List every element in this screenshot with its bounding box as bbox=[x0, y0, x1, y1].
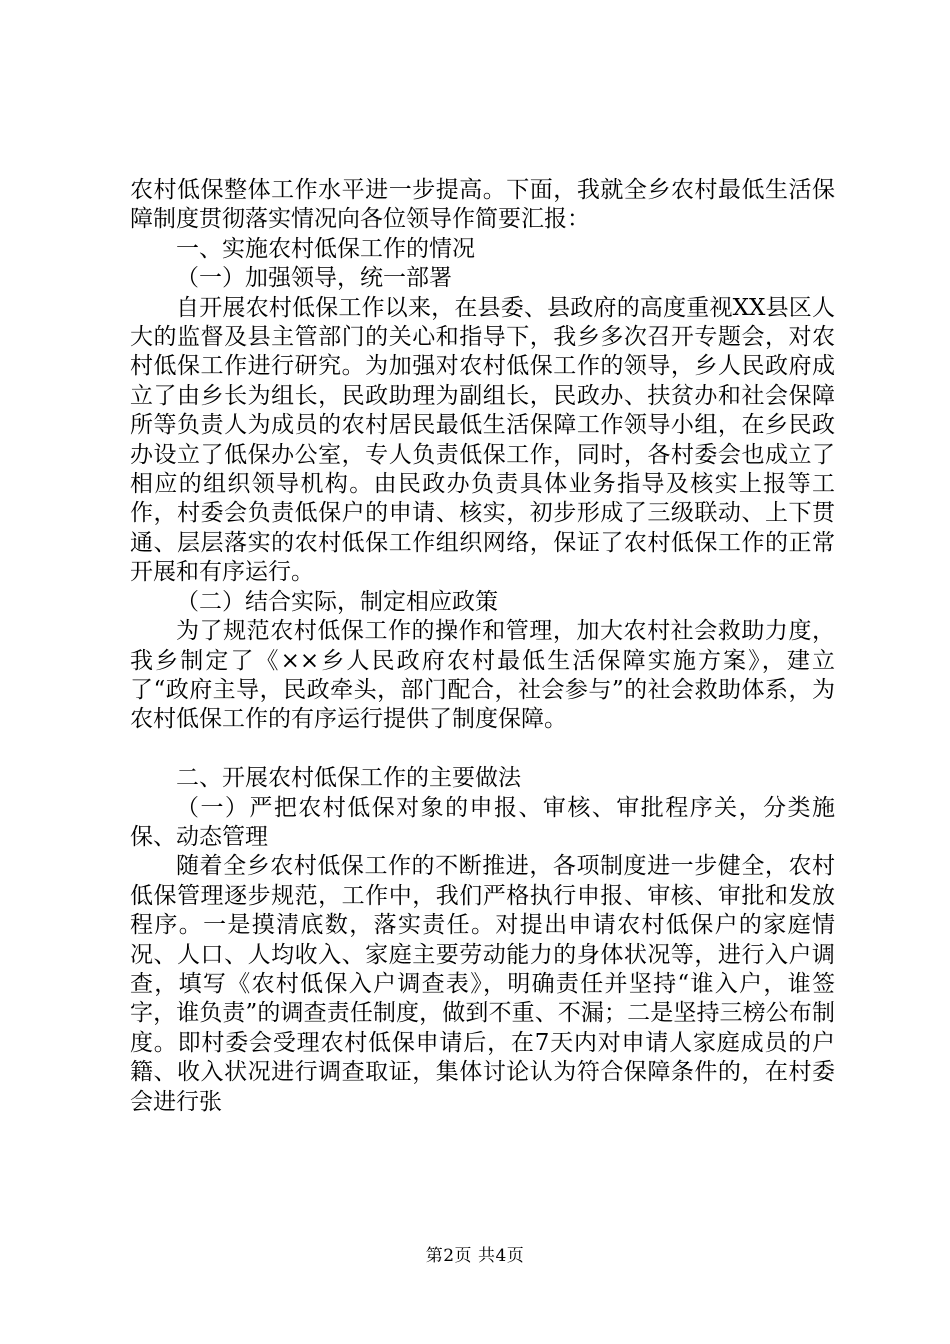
section-heading-1: 一、实施农村低保工作的情况 bbox=[176, 235, 475, 262]
document-body bbox=[130, 176, 835, 1117]
page-number-footer: 第2页 共4页 bbox=[425, 1246, 525, 1266]
paragraph-intro-continuation: 农村低保整体工作水平进一步提高。下面，我就全乡农村最低生活保障制度贯彻落实情况向各位领导作简要汇报： bbox=[130, 177, 835, 233]
paragraph-leadership: 自开展农村低保工作以来，在县委、县政府的高度重视XX县区人大的监督及县主管部门的关心和指导下，我乡多次召开专题会，对农村低保工作进行研究。为加强对农村低保工作的领导，乡人民政府成立了由乡长为组长，民政助理为副组长，民政办、扶贫办和社会保障所等负责人为成员的农村居民最低生活保障工作领导小组，在乡民政办设立了低保办公室，专人负责低保工作，同时，各村委会也成立了相应的组织领导机构。由民政办负责具体业务指导及核实上报等工作，村委会负责低保户的申请、核实，初步形成了三级联动、上下贯通、层层落实的农村低保工作组织网络，保证了农村低保工作的正常开展和有序运行。 bbox=[130, 294, 835, 586]
section-heading-2: 二、开展农村低保工作的主要做法 bbox=[176, 765, 521, 792]
paragraph-procedures: 随着全乡农村低保工作的不断推进，各项制度进一步健全，农村低保管理逐步规范，工作中，我们严格执行申报、审核、审批和发放程序。一是摸清底数，落实责任。对提出申请农村低保户的家庭情况、人口、人均收入、家庭主要劳动能力的身体状况等，进行入户调查，填写《农村低保入户调查表》，明确责任并坚持“谁入户，谁签字，谁负责”的调查责任制度，做到不重、不漏；二是坚持三榜公布制度。即村委会受理农村低保申请后，在7天内对申请人家庭成员的户籍、收入状况进行调查取证，集体讨论认为符合保障条件的，在村委会进行张 bbox=[130, 853, 835, 1115]
subsection-heading-1-1: （一）加强领导，统一部署 bbox=[176, 265, 452, 292]
subsection-heading-1-2: （二）结合实际，制定相应政策 bbox=[176, 588, 498, 615]
subsection-heading-2-1: （一）严把农村低保对象的申报、审核、审批程序关，分类施保、动态管理 bbox=[130, 794, 835, 850]
paragraph-policy: 为了规范农村低保工作的操作和管理，加大农村社会救助力度，我乡制定了《××乡人民政府农村最低生活保障实施方案》，建立了“政府主导，民政牵头，部门配合，社会参与”的社会救助体系，为农村低保工作的有序运行提供了制度保障。 bbox=[130, 618, 835, 733]
